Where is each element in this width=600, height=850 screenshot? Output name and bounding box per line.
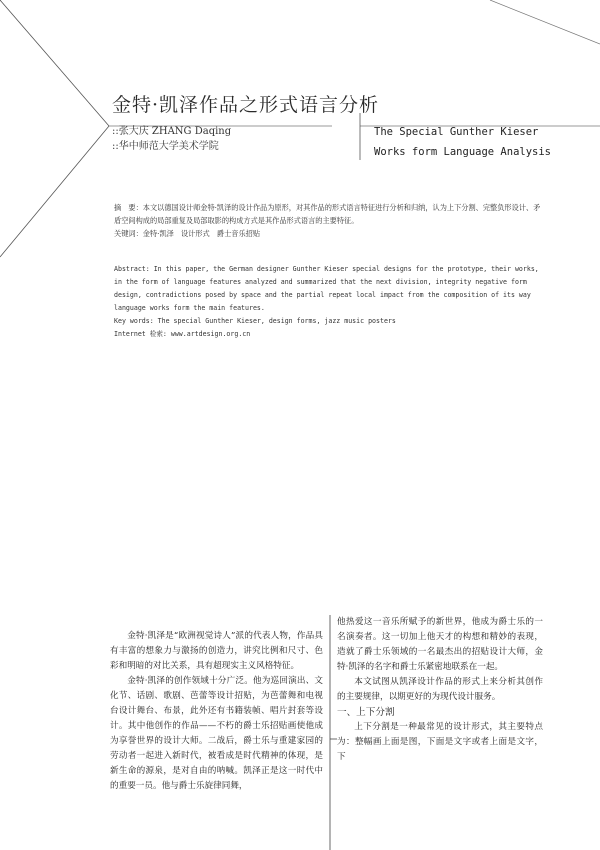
english-title-line2: Works form Language Analysis <box>374 146 552 158</box>
abstract-chinese <box>114 201 546 240</box>
abstract-english <box>114 263 546 341</box>
diagonal-line-upper <box>0 0 109 126</box>
abstract-english-text: Abstract: In this paper, the German designer Gunther Kieser special designs for the prototype, their works, in the form of language features analyzed and summarized that the next division, integrity negative form design, contradictions posed by space and the partial repeat local impact from the composition of its way language works form the main features. <box>114 265 539 312</box>
english-title-line1: The Special Gunther Kieser <box>374 126 539 138</box>
keywords-chinese: 关键词：金特·凯泽 设计形式 爵士音乐招贴 <box>114 229 261 238</box>
keywords-english: Key words: The special Gunther Kieser, design forms, jazz music posters <box>114 317 396 325</box>
section-heading: 一、上下分割 <box>337 707 395 718</box>
diagonal-line-right <box>490 0 600 44</box>
page-title: 金特·凯泽作品之形式语言分析 <box>112 94 380 116</box>
body-column-right <box>337 615 543 765</box>
body-paragraph: 他热爱这一音乐所赋予的新世界，他成为爵士乐的一名演奏者。这一切加上他天才的构想和精妙的表现，造就了爵士乐领域的一名最杰出的招贴设计大师，金特·凯泽的名字和爵士乐紧密地联系在一起。 <box>337 617 543 672</box>
author-affiliation: ::华中师范大学美术学院 <box>112 141 219 152</box>
english-title <box>374 122 551 162</box>
body-paragraph: 金特·凯泽是“欧洲视觉诗人”派的代表人物，作品具有丰富的想象力与激扬的创造力，讲究比例和尺寸、色彩和明暗的对比关系，具有超现实主义风格特征。 <box>110 631 323 671</box>
author-name: ::张大庆 ZHANG Daqing <box>112 126 232 137</box>
abstract-chinese-text: 摘 要：本文以德国设计师金特·凯泽的设计作品为原形，对其作品的形式语言特征进行分析和归纳，认为上下分割、完整负形设计、矛盾空间构成的局部重复及局部取影的构成方式是其作品形式语言的主要特征。 <box>114 203 541 225</box>
body-paragraph: 本文试图从凯泽设计作品的形式上来分析其创作的主要规律，以期更好的为现代设计服务。 <box>337 677 543 702</box>
body-paragraph: 上下分割是一种最常见的设计形式，其主要特点为：整幅画上面是图，下面是文字或者上面是文字，下 <box>337 722 543 762</box>
diagonal-line-lower <box>0 126 109 257</box>
author-block <box>112 124 231 154</box>
internet-search: Internet 检索: www.artdesign.org.cn <box>114 330 251 338</box>
body-column-left <box>110 629 323 794</box>
body-paragraph: 金特·凯泽的创作领域十分广泛。他为巡回演出、文化节、话剧、歌剧、芭蕾等设计招贴，为芭蕾舞和电视台设计舞台、布景，此外还有书籍装帧、唱片封套等设计。其中他创作的作品——不朽的爵士乐招贴画使他成为享誉世界的设计大师。二战后，爵士乐与重建家园的劳动者一起进入新时代，被看成是时代精神的体现，是新生命的源泉，是对自由的呐喊。凯泽正是这一时代中的重要一员。他与爵士乐旋律同舞， <box>110 676 323 791</box>
